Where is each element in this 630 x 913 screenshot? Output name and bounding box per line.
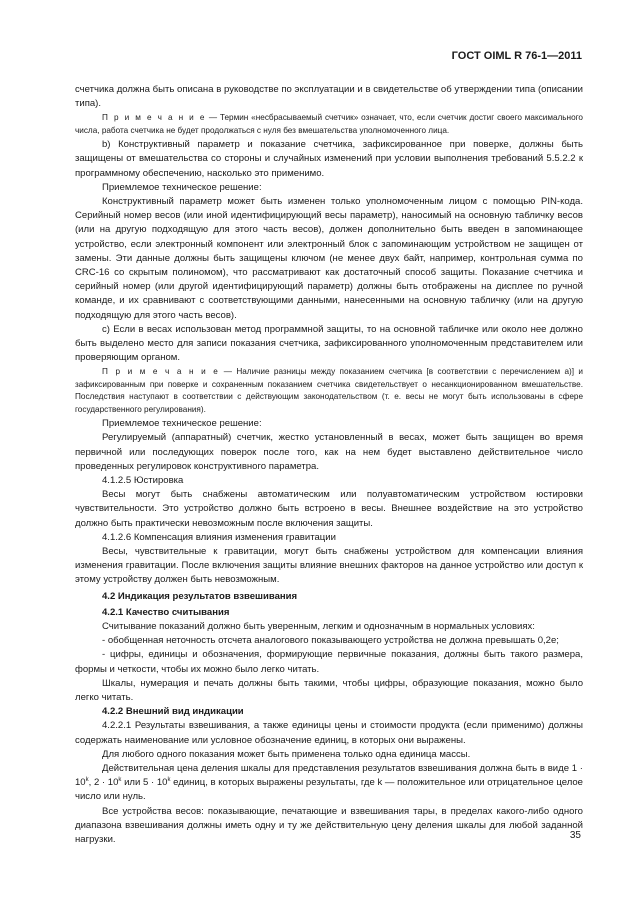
paragraph-continuation: счетчика должна быть описана в руководстве по эксплуатации и в свидетельстве об утверждении типа (описании типа).: [75, 84, 583, 110]
item-b: b) Конструктивный параметр и показание счетчика, зафиксированное при поверке, должны быть защищены от вмешательства со стороны и случайных изменений при условии выполнения требований 5.5.2.2 к программному обеспечению, насколько это применимо.: [75, 139, 583, 179]
page-body: [75, 83, 583, 847]
list-item-2: - цифры, единицы и обозначения, формирующие первичные показания, должны быть такого размера, формы и четкости, чтобы их можно было легко читать.: [75, 649, 583, 675]
exponent-3: k: [167, 777, 171, 784]
page-number: 35: [569, 830, 581, 841]
single-unit-paragraph: Для любого одного показания может быть применена только одна единица массы.: [102, 748, 471, 760]
item-c: c) Если в весах использован метод программной защиты, то на основной табличке или около нее должно быть выделено место для записи показания счетчика, зафиксированного уполномоченным представителем или проверяющим органом.: [75, 323, 583, 364]
note-label: П р и м е ч а н и е: [102, 367, 220, 377]
section-4-1-2-6-text: Весы, чувствительные к гравитации, могут быть снабжены устройством для компенсации влияния изменения гравитации. После включения защиты влияние внешних факторов на данное устройство или доступ к этому устройству должен быть невозможным.: [75, 545, 583, 586]
section-4-1-2-5-title: 4.1.2.5 Юстировка: [102, 474, 184, 486]
standard-header: ГОСТ OIML R 76-1—2011: [451, 50, 582, 62]
division-text-c: или 5 · 10: [121, 777, 168, 789]
section-4-1-2-6-title: 4.1.2.6 Компенсация влияния изменения гравитации: [102, 531, 336, 543]
note-text: — Термин «несбрасываемый счетчик» означает, что, если счетчик достиг своего максимального числа, работа счетчика не будет продолжаться с нуля без вмешательства уполномоченного лица.: [75, 113, 583, 135]
acceptable-solution-1: Приемлемое техническое решение:: [102, 181, 262, 193]
note-label: П р и м е ч а н и е: [102, 113, 206, 123]
constructive-parameter-paragraph: Конструктивный параметр может быть изменен только уполномоченным лицом с помощью PIN-кода. Серийный номер весов (или иной идентифицирующий весы параметр), наносимый на основную табличку весов (или на другую подходящую для этого часть весов), должен дополнительно быть введен в запоминающее устройство, если электронный компонент или электронный блок с запоминающим устройством не защищен от замены. Эти данные должны быть защищены ключом (не менее двух байт, например, контрольная сумма по CRC-16 со скрытым полиномом), что рассматривают как достаточный способ защиты. Показание счетчика и серийный номер (или другой идентифицирующий параметр) должны быть отображены на дисплее по ручной команде, и их сравнивают с соответствующими данными, нанесенными на основную табличку (или на другую подходящую для этого часть весов).: [75, 196, 583, 321]
division-text-d: единиц, в которых выражены результаты, где k — положительное или отрицательное целое число или нуль.: [75, 777, 583, 803]
section-4-2-2-1-text: 4.2.2.1 Результаты взвешивания, а также единицы цены и стоимости продукта (если применимо) должны содержать наименование или условное обозначение единиц, в которых они выражены.: [75, 720, 583, 746]
list-item-1: - обобщенная неточность отсчета аналогового показывающего устройства не должна превышать 0,2e;: [102, 635, 559, 647]
exponent-1: k: [85, 777, 89, 784]
section-4-2-heading: 4.2 Индикация результатов взвешивания: [102, 590, 298, 602]
note-2: [75, 366, 583, 416]
exponent-2: k: [118, 777, 122, 784]
section-4-2-1-heading: 4.2.1 Качество считывания: [102, 606, 230, 618]
all-devices-paragraph: Все устройства весов: показывающие, печатающие и взвешивания тары, в пределах какого-либо одного диапазона взвешивания должны иметь одну и ту же действительную цену деления шкалы для любой заданной нагрузки.: [75, 805, 583, 845]
scales-paragraph: Шкалы, нумерация и печать должны быть такими, чтобы цифры, образующие показания, можно было легко читать.: [75, 677, 583, 703]
division-paragraph: [75, 762, 583, 805]
note-text: — Наличие разницы между показанием счетчика [в соответствии с перечислением а)] и зафиксированным при поверке и сохраненным показанием счетчика свидетельствует о несанкционированном вмешательстве. Последствия наступают в соответствии с действующим законодательством (т. е. весы не могут быть использованы в сфере государственного регулирования).: [75, 367, 583, 414]
division-text-b: , 2 · 10: [88, 777, 119, 789]
acceptable-solution-2: Приемлемое техническое решение:: [102, 418, 262, 430]
regulated-counter-paragraph: Регулируемый (аппаратный) счетчик, жестко установленный в весах, может быть защищен во время первичной или последующих поверок после того, как на нем будет выставлено действительное число проведенных регулировок конструктивного параметра.: [75, 432, 583, 472]
section-4-2-1-intro: Считывание показаний должно быть уверенным, легким и однозначным в нормальных условиях:: [102, 620, 535, 632]
note-1: [75, 112, 583, 137]
division-text-a: Действительная цена деления шкалы для представления результатов взвешивания должна быть в виде 1 · 10: [75, 762, 583, 789]
section-4-2-2-heading: 4.2.2 Внешний вид индикации: [102, 706, 244, 718]
section-4-1-2-5-text: Весы могут быть снабжены автоматическим или полуавтоматическим устройством юстировки чувствительности. Это устройство должно быть встроено в весы. Внешнее воздействие на это устройство должно быть практически невозможным после включения защиты.: [75, 489, 583, 529]
